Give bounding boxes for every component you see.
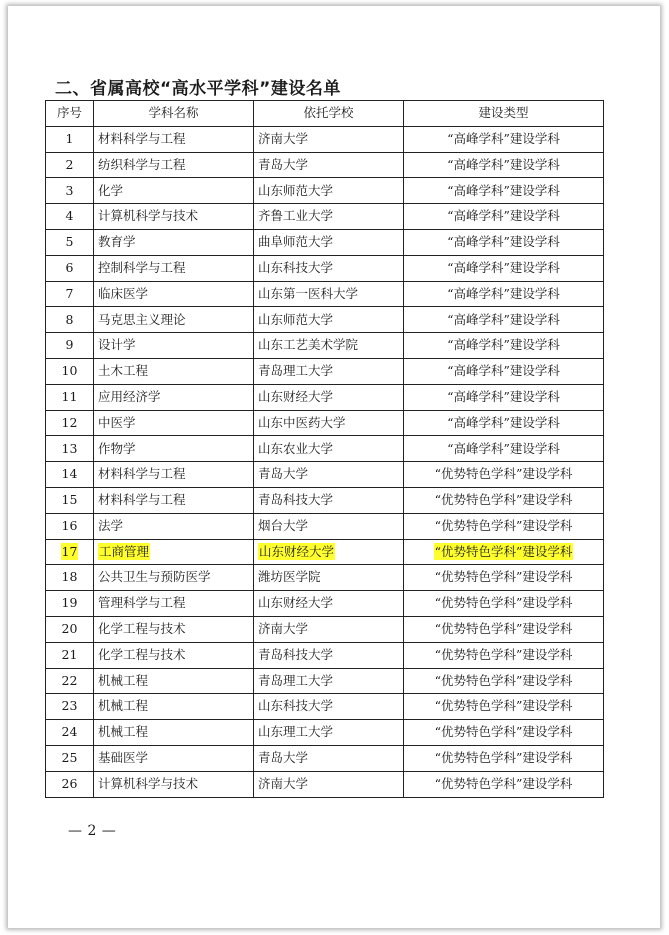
construction-type: “高峰学科”建设学科 — [404, 410, 604, 436]
header-type: 建设类型 — [404, 101, 604, 127]
row-number: 14 — [46, 462, 94, 488]
construction-type: “优势特色学科”建设学科 — [404, 616, 604, 642]
page-number: — 2 — — [68, 823, 117, 839]
row-number: 20 — [46, 616, 94, 642]
university-name: 青岛科技大学 — [254, 642, 404, 668]
university-name-cell — [254, 539, 404, 565]
university-name: 山东科技大学 — [254, 255, 404, 281]
table-row — [46, 720, 604, 746]
university-name: 齐鲁工业大学 — [254, 204, 404, 230]
subject-name: 公共卫生与预防医学 — [94, 565, 254, 591]
construction-type: “高峰学科”建设学科 — [404, 281, 604, 307]
construction-type: “高峰学科”建设学科 — [404, 229, 604, 255]
subject-name: 化学 — [94, 178, 254, 204]
university-name: 青岛理工大学 — [254, 358, 404, 384]
construction-type: “高峰学科”建设学科 — [404, 178, 604, 204]
header-number: 序号 — [46, 101, 94, 127]
table-row — [46, 694, 604, 720]
table-row — [46, 178, 604, 204]
discipline-table — [45, 100, 604, 798]
university-name: 山东第一医科大学 — [254, 281, 404, 307]
construction-type: “高峰学科”建设学科 — [404, 126, 604, 152]
table-row — [46, 513, 604, 539]
row-number-cell — [46, 539, 94, 565]
section-title: 二、省属高校“高水平学科”建设名单 — [55, 79, 341, 99]
table-row — [46, 384, 604, 410]
table-row — [46, 462, 604, 488]
table-row — [46, 565, 604, 591]
university-name: 济南大学 — [254, 126, 404, 152]
row-number: 11 — [46, 384, 94, 410]
subject-name: 化学工程与技术 — [94, 642, 254, 668]
row-number: 19 — [46, 591, 94, 617]
subject-name: 机械工程 — [94, 720, 254, 746]
subject-name: 设计学 — [94, 333, 254, 359]
row-number: 26 — [46, 771, 94, 797]
subject-name: 中医学 — [94, 410, 254, 436]
row-number: 12 — [46, 410, 94, 436]
table-row — [46, 126, 604, 152]
table-row — [46, 436, 604, 462]
table-row — [46, 204, 604, 230]
construction-type: “优势特色学科”建设学科 — [404, 513, 604, 539]
university-name: 青岛科技大学 — [254, 487, 404, 513]
row-number-highlighted: 17 — [61, 543, 78, 559]
university-name: 济南大学 — [254, 616, 404, 642]
university-name: 青岛大学 — [254, 152, 404, 178]
construction-type: “高峰学科”建设学科 — [404, 255, 604, 281]
row-number: 1 — [46, 126, 94, 152]
subject-name: 化学工程与技术 — [94, 616, 254, 642]
row-number: 7 — [46, 281, 94, 307]
construction-type: “优势特色学科”建设学科 — [404, 694, 604, 720]
table-row — [46, 591, 604, 617]
row-number: 4 — [46, 204, 94, 230]
university-name: 山东师范大学 — [254, 307, 404, 333]
university-name: 山东财经大学 — [254, 384, 404, 410]
row-number: 22 — [46, 668, 94, 694]
construction-type-highlighted: “优势特色学科”建设学科 — [434, 543, 573, 559]
university-name: 山东工艺美术学院 — [254, 333, 404, 359]
subject-name: 马克思主义理论 — [94, 307, 254, 333]
construction-type: “优势特色学科”建设学科 — [404, 771, 604, 797]
subject-name: 机械工程 — [94, 694, 254, 720]
construction-type: “优势特色学科”建设学科 — [404, 565, 604, 591]
university-name: 烟台大学 — [254, 513, 404, 539]
table-row — [46, 152, 604, 178]
table-row — [46, 410, 604, 436]
row-number: 15 — [46, 487, 94, 513]
construction-type: “优势特色学科”建设学科 — [404, 591, 604, 617]
subject-name: 控制科学与工程 — [94, 255, 254, 281]
university-name: 青岛大学 — [254, 462, 404, 488]
construction-type: “高峰学科”建设学科 — [404, 307, 604, 333]
subject-name: 材料科学与工程 — [94, 462, 254, 488]
construction-type: “高峰学科”建设学科 — [404, 384, 604, 410]
row-number: 10 — [46, 358, 94, 384]
university-name: 青岛理工大学 — [254, 668, 404, 694]
subject-name: 土木工程 — [94, 358, 254, 384]
construction-type: “高峰学科”建设学科 — [404, 358, 604, 384]
subject-name: 作物学 — [94, 436, 254, 462]
construction-type: “高峰学科”建设学科 — [404, 204, 604, 230]
subject-name: 基础医学 — [94, 745, 254, 771]
construction-type: “高峰学科”建设学科 — [404, 333, 604, 359]
subject-name: 计算机科学与技术 — [94, 771, 254, 797]
construction-type-cell — [404, 539, 604, 565]
table-header-row — [46, 101, 604, 127]
row-number: 16 — [46, 513, 94, 539]
university-name: 山东师范大学 — [254, 178, 404, 204]
table-row — [46, 307, 604, 333]
table-row — [46, 642, 604, 668]
construction-type: “优势特色学科”建设学科 — [404, 487, 604, 513]
table-row — [46, 745, 604, 771]
university-name: 山东财经大学 — [254, 591, 404, 617]
row-number: 18 — [46, 565, 94, 591]
row-number: 5 — [46, 229, 94, 255]
row-number: 13 — [46, 436, 94, 462]
university-name-highlighted: 山东财经大学 — [259, 543, 335, 559]
subject-name: 法学 — [94, 513, 254, 539]
row-number: 24 — [46, 720, 94, 746]
subject-name: 计算机科学与技术 — [94, 204, 254, 230]
row-number: 2 — [46, 152, 94, 178]
row-number: 6 — [46, 255, 94, 281]
table-row — [46, 771, 604, 797]
subject-name-highlighted: 工商管理 — [99, 543, 150, 559]
row-number: 8 — [46, 307, 94, 333]
university-name: 山东农业大学 — [254, 436, 404, 462]
university-name: 山东理工大学 — [254, 720, 404, 746]
table-row — [46, 229, 604, 255]
university-name: 青岛大学 — [254, 745, 404, 771]
table-body — [46, 126, 604, 797]
subject-name: 应用经济学 — [94, 384, 254, 410]
row-number: 3 — [46, 178, 94, 204]
table-row — [46, 668, 604, 694]
construction-type: “高峰学科”建设学科 — [404, 152, 604, 178]
university-name: 山东中医药大学 — [254, 410, 404, 436]
construction-type: “优势特色学科”建设学科 — [404, 720, 604, 746]
table-row — [46, 487, 604, 513]
table-row — [46, 255, 604, 281]
header-subject: 学科名称 — [94, 101, 254, 127]
table-row — [46, 539, 604, 565]
subject-name-cell — [94, 539, 254, 565]
construction-type: “优势特色学科”建设学科 — [404, 462, 604, 488]
university-name: 曲阜师范大学 — [254, 229, 404, 255]
construction-type: “高峰学科”建设学科 — [404, 436, 604, 462]
subject-name: 管理科学与工程 — [94, 591, 254, 617]
subject-name: 教育学 — [94, 229, 254, 255]
row-number: 25 — [46, 745, 94, 771]
table-row — [46, 358, 604, 384]
construction-type: “优势特色学科”建设学科 — [404, 668, 604, 694]
university-name: 山东科技大学 — [254, 694, 404, 720]
row-number: 9 — [46, 333, 94, 359]
university-name: 潍坊医学院 — [254, 565, 404, 591]
construction-type: “优势特色学科”建设学科 — [404, 745, 604, 771]
row-number: 21 — [46, 642, 94, 668]
row-number: 23 — [46, 694, 94, 720]
header-university: 依托学校 — [254, 101, 404, 127]
table-row — [46, 333, 604, 359]
subject-name: 临床医学 — [94, 281, 254, 307]
subject-name: 材料科学与工程 — [94, 126, 254, 152]
construction-type: “优势特色学科”建设学科 — [404, 642, 604, 668]
subject-name: 机械工程 — [94, 668, 254, 694]
university-name: 济南大学 — [254, 771, 404, 797]
subject-name: 材料科学与工程 — [94, 487, 254, 513]
table-row — [46, 616, 604, 642]
subject-name: 纺织科学与工程 — [94, 152, 254, 178]
table-row — [46, 281, 604, 307]
